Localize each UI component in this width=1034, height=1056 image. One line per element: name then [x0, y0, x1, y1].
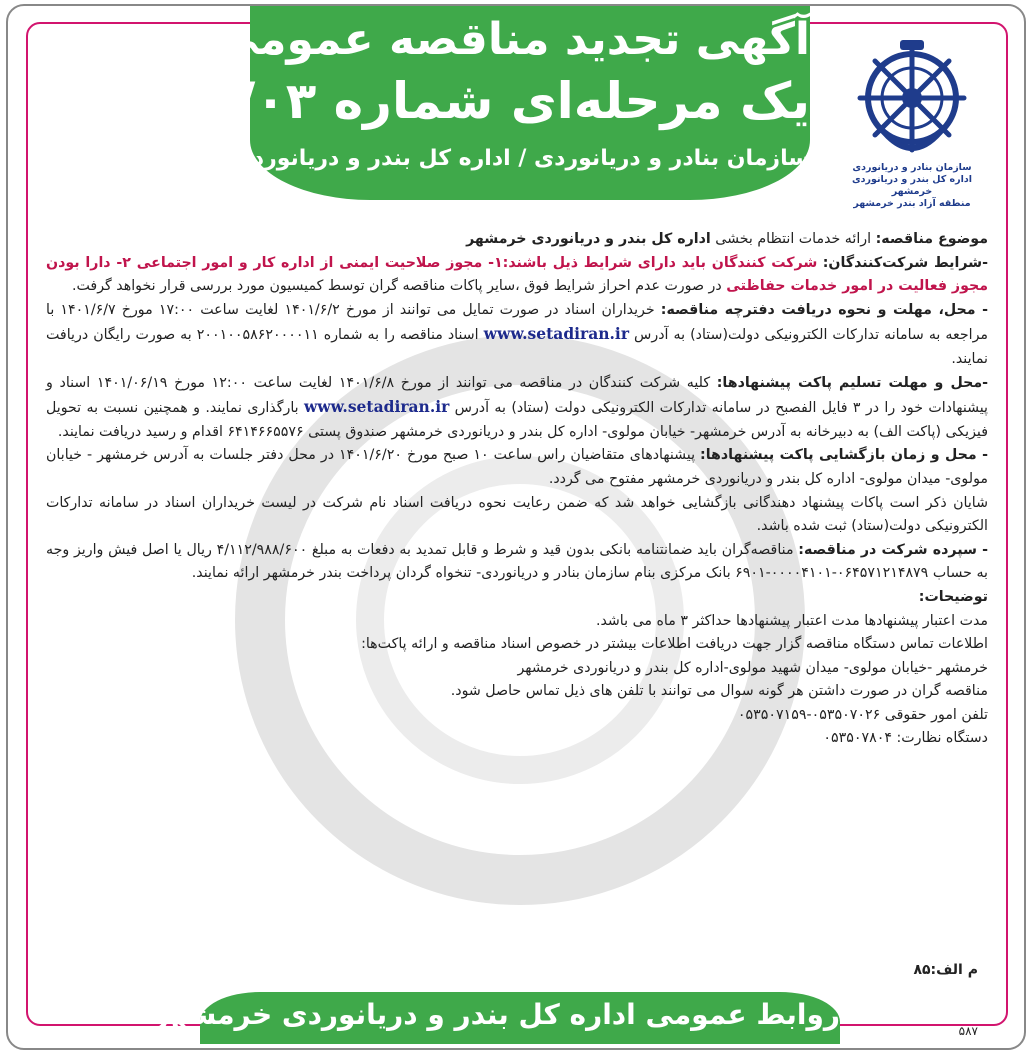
page-number: ۵۸۷	[958, 1024, 978, 1038]
explanations	[46, 586, 988, 751]
documents-paragraph	[46, 299, 988, 372]
deposit-paragraph	[46, 539, 988, 586]
submission-paragraph	[46, 372, 988, 445]
setadiran-link[interactable]: www.setadiran.ir	[483, 324, 629, 344]
explanation-line: مناقصه گران در صورت داشتن هر گونه سوال می توانند با تلفن های ذیل تماس حاصل شود.	[450, 683, 988, 700]
subject-label: موضوع مناقصه:	[875, 231, 988, 247]
explanation-line: اطلاعات تماس دستگاه مناقصه گزار جهت دریافت اطلاعات بیشتر در خصوص اسناد مناقصه و ارائه پاکت‌ها:	[361, 636, 988, 653]
documents-text-tail: اسناد مناقصه را به شماره ۲۰۰۱۰۰۵۸۶۲۰۰۰۰۱۱ به صورت رایگان دریافت نمایند.	[46, 327, 988, 367]
opening-label: - محل و زمان بازگشایی پاکت پیشنهادها:	[700, 447, 988, 464]
documents-text: خریداران اسناد در صورت تمایل می توانند از مورخ ۱۴۰۱/۶/۲ لغایت ساعت ۱۷:۰۰ مورخ ۱۴۰۱/۶/۷ با مراجعه به سامانه تدارکات الکترونیکی دولت(ستاد) به آدرس	[46, 301, 989, 344]
explanation-line: مدت اعتبار پیشنهادها مدت اعتبار پیشنهادها حداکثر ۳ ماه می باشد.	[595, 612, 988, 629]
explanations-heading: توضیحات:	[918, 588, 988, 605]
organization-subtitle: سازمان بنادر و دریانوردی / اداره کل بندر و دریانوردی خرمشهر	[131, 146, 810, 171]
note-paragraph: شایان ذکر است پاکات پیشنهاد دهندگانی بازگشایی خواهد شد که ضمن رعایت نحوه دریافت اسناد نام شرکت در لیست خریداران اسناد در سامانه تدارکات الکترونیکی دولت(ستاد) ثبت شده باشد.	[46, 494, 988, 535]
notice-body	[46, 228, 988, 751]
opening-text: پیشنهادهای متقاضیان راس ساعت ۱۰ صبح مورخ ۱۴۰۱/۶/۲۰ در محل دفتر جلسات به آدرس خرمشهر - خیابان مولوی- میدان مولوی- اداره کل بندر و دریانوردی خرمشهر مفتوح می گردد.	[46, 447, 988, 487]
documents-label: - محل، مهلت و نحوه دریافت دفترچه مناقصه:	[660, 301, 988, 318]
explanation-line: تلفن امور حقوقی ۰۵۳۵۰۷۰۲۶-۰۵۳۵۰۷۱۵۹	[737, 706, 988, 723]
tender-number-title: یک مرحله‌ای شماره ۱۴۰۱/۰۳	[114, 72, 810, 130]
conditions-paragraph	[46, 252, 988, 299]
explanation-line: خرمشهر -خیابان مولوی- میدان شهید مولوی-اداره کل بندر و دریانوردی خرمشهر	[517, 659, 988, 676]
opening-paragraph	[46, 444, 988, 491]
deposit-label: - سپرده شرکت در مناقصه:	[798, 541, 988, 558]
submission-text-tail: بارگذاری نمایند. و همچنین نسبت به تحویل فیزیکی (پاکت الف) به دبیرخانه به آدرس خرمشهر- خیابان مولوی- اداره کل بندر و دریانوردی خرمشهر صندوق پستی ۶۴۱۴۶۶۵۵۷۶ اقدام و رسید دریافت نمایند.	[46, 400, 988, 440]
notice-title: آگهی تجدید مناقصه عمومی	[214, 14, 810, 65]
logo-caption-line: سازمان بنادر و دریانوردی	[852, 162, 972, 173]
footer-public-relations: روابط عمومی اداره کل بندر و دریانوردی خرمشهر	[152, 998, 840, 1031]
logo-caption-line: اداره کل بندر و دریانوردی خرمشهر	[851, 174, 973, 197]
subject-paragraph	[46, 228, 988, 252]
conditions-requirements: شرکت کنندگان باید دارای شرایط ذیل باشند:۱- مجوز صلاحیت ایمنی از اداره کار و امور اجتماعی ۲- دارا بودن مجوز فعالیت در امور خدمات حفاظتی	[46, 254, 988, 295]
submission-text: کلیه شرکت کنندگان در مناقصه می توانند از مورخ ۱۴۰۱/۶/۸ لغایت ساعت ۱۲:۰۰ مورخ ۱۴۰۱/۰۶/۱۹ اسناد و پیشنهادات خود را در ۳ فایل الفصبح در سامانه تدارکات الکترونیکی دولت (ستاد) به آدرس	[46, 374, 988, 417]
conditions-text: در صورت عدم احراز شرایط فوق ،سایر پاکات مناقصه گران توسط کمیسیون مورد بررسی قرار نخواهد گرفت.	[71, 278, 722, 295]
notice-code: م الف:۸۵	[913, 962, 978, 978]
logo-caption-line: منطقه آزاد بندر خرمشهر	[853, 198, 971, 209]
conditions-label: -شرایط شرکت‌کنندگان:	[822, 254, 988, 271]
setadiran-link[interactable]: www.setadiran.ir	[303, 397, 450, 417]
subject-text: ارائه خدمات انتظام بخشی	[715, 231, 872, 247]
logo-caption	[846, 162, 978, 210]
submission-label: -محل و مهلت تسلیم پاکت پیشنهادها:	[716, 374, 989, 391]
subject-org: اداره کل بندر و دریانوردی خرمشهر	[466, 231, 711, 247]
explanation-line: دستگاه نظارت: ۰۵۳۵۰۷۸۰۴	[823, 730, 988, 747]
deposit-text: مناقصه‌گران باید ضمانتنامه بانکی بدون قید و شرط و قابل تمدید به دفعات به مبلغ ۴/۱۱۲/۹۸۸/۶۰۰ ریال یا اصل فیش واریز وجه به حساب ۰۶۴۵۷۱۲۱۴۸۷۹-۰۰۰۰۴۱۰۱-۶۹۰۱ بانک مرکزی بنام سازمان بنادر و دریانوردی- تنخواه گردان پرداخت بندر خرمشهر ارائه نمایند.	[46, 541, 988, 582]
